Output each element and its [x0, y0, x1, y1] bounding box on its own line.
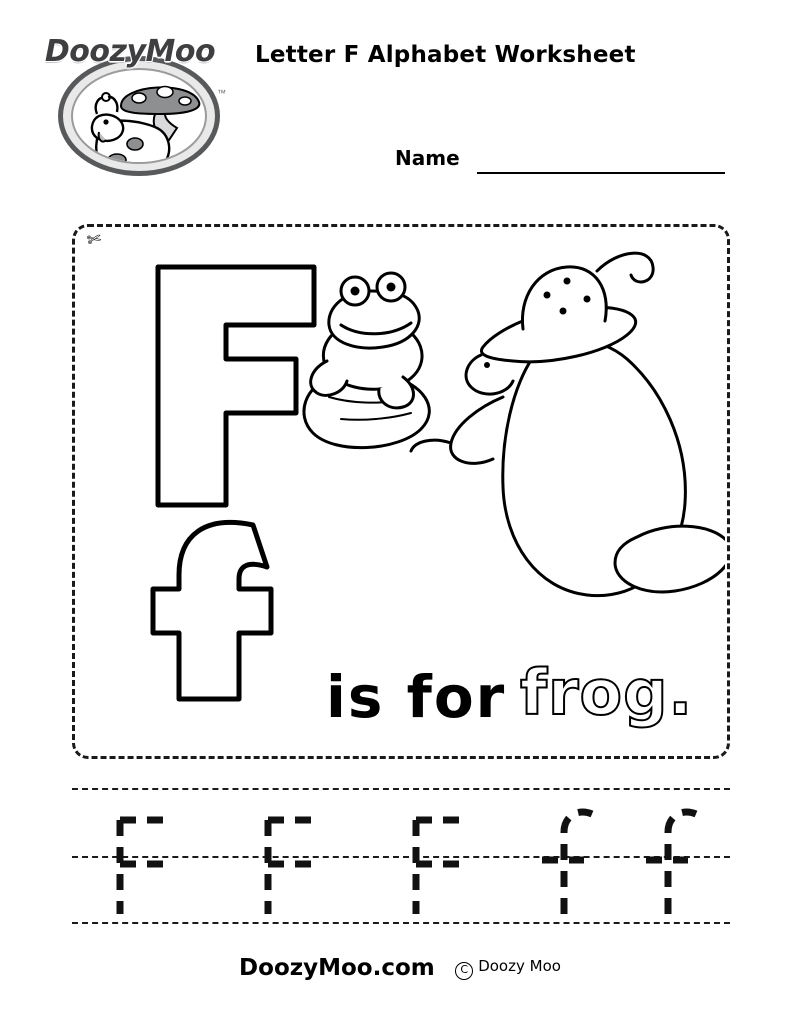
copyright-notice	[455, 957, 561, 980]
caption-word: frog.	[520, 656, 694, 729]
frog-and-moo-character-illustration	[275, 237, 725, 637]
footer	[0, 955, 800, 1005]
copyright-text: Doozy Moo	[478, 956, 561, 975]
trademark-symbol: ™	[217, 88, 226, 98]
name-input-line[interactable]	[477, 172, 725, 174]
trace-glyphs-svg	[72, 788, 730, 926]
illustration-svg	[275, 237, 725, 637]
doozymoo-logo[interactable]	[30, 26, 230, 181]
mushroom-character-svg	[73, 70, 207, 164]
caption-prefix: is for	[326, 663, 507, 731]
worksheet-header	[0, 0, 800, 200]
site-name[interactable]: DoozyMoo.com	[239, 955, 435, 981]
copyright-icon: C	[455, 962, 473, 980]
cut-out-card	[72, 224, 730, 759]
name-label: Name	[395, 146, 460, 170]
tracing-practice-area[interactable]	[72, 788, 730, 926]
logo-wordmark: DoozyMoo	[44, 34, 216, 69]
scissors-icon: ✄	[85, 228, 104, 251]
page-title: Letter F Alphabet Worksheet	[255, 42, 636, 68]
name-field-row	[395, 146, 735, 180]
caption	[250, 652, 720, 742]
mushroom-character-icon	[71, 68, 207, 164]
